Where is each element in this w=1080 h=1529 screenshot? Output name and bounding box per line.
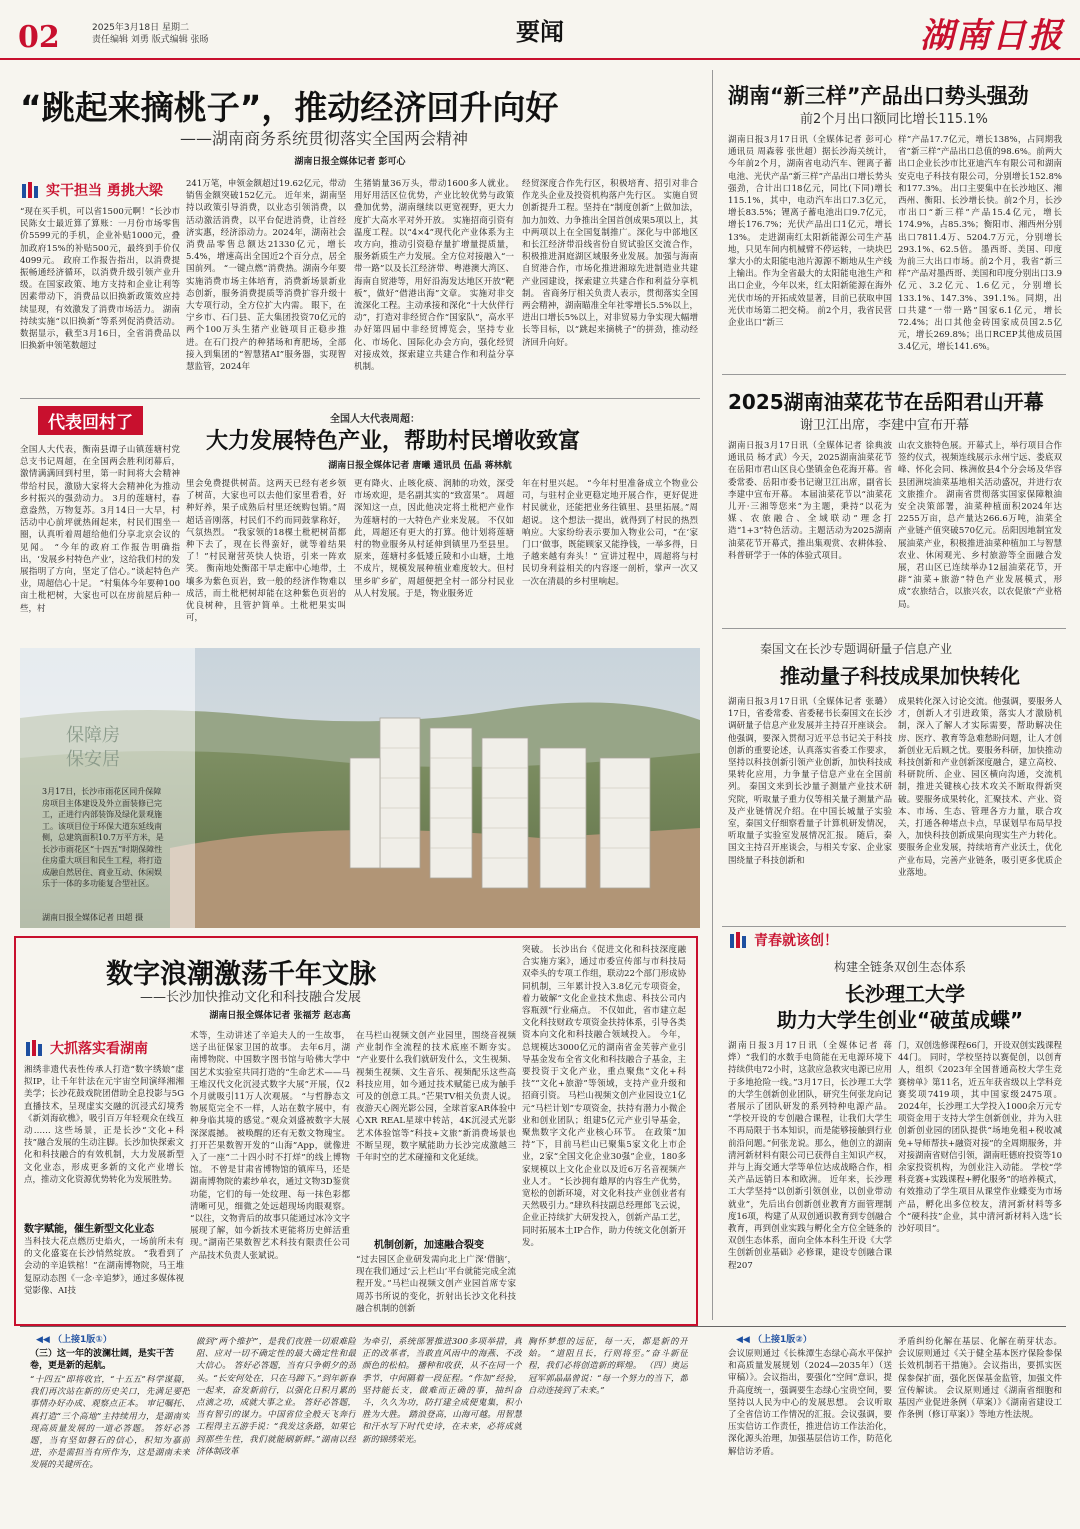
rapeseed-body-col1: 湖南日报3月17日讯（全媒体记者 徐典波 通讯员 杨才武）今天，2025湖南油菜花节在岳阳市君山区良心堡镇金色花海开幕。省委常委、岳阳市委书记谢卫江出席，副省长李建中宣布开幕。 本届油菜花节以“油菜花儿开·三湘等您来”为主题，秉持“以花为媒、农旅融合、全域联动”理念打造“1+3”特色活动。主题活动为2025湖南油菜花节开幕式，推出集观赏、农耕体验、科普研学于一体的体验式项目。: [728, 441, 892, 561]
bottom-left-body-col4: 胸怀梦想的远征，每一天，都是新的开始。 “道阻且长，行则将至。”奋斗新征程，我们必将创造新的辉煌。 （四）奥运冠军郭晶晶曾说：“每一个努力的当下，都自动连接到了未来。”: [528, 1337, 688, 1396]
youth-kicker: 构建全链条双创生态体系: [833, 960, 966, 974]
digital-body-col1: 湘绣非遗代表性传承人打造“数字绣娘”虚拟IP，让千年针法在元宇宙空间演绎湘湘美学；长沙花鼓戏院团借助全息投影与5G直播技术，呈现虚实交融的沉浸式幻境秀《新刘海砍樵》，吸引百万年轻观众在线互动…… 这些场景，正是长沙“文化+科技”融合发展的生动注脚。长沙加快探索文化和科技融合的有效机制，大力发展新型文化业态，形成更多新的文化产业增长点，推动文化资源优势转化为发展胜势。: [24, 1065, 184, 1185]
quantum-body-col1: 湖南日报3月17日讯（全媒体记者 张璐）17日，省委常委、省委秘书长秦国文在长沙调研量子信息产业发展并主持召开座谈会。他强调，要深入贯彻习近平总书记关于科技创新的重要论述，认真落实省委工作要求，坚持以科技创新引领产业创新，加快科技成果转化应用，力争量子信息产业在全国前列。 秦国文来到长沙量子测量产业技术研究院，听取量子重力仪等相关量子测量产品及产业链情况介绍。在中国长城量子实验室，秦国文仔细察看量子计算机研发情况，听取量子实验室发展情况汇报。 随后，秦国文主持召开座谈会，与相关专家、企业家围绕量子科技创新和: [728, 697, 892, 866]
column-divider: [712, 70, 713, 1320]
photo-caption: 3月17日，长沙市雨花区同升保障房项目主体建设及外立面装修已完工，正进行内部装饰及绿化景观施工。该项目位于环保大道东延线南侧，总建筑面积10.7万平方米，是长沙市雨花区“十四五”时期保障性住房重大项目和民生工程，将打造成融自然居住、商业互动、休闲娱乐于一体的多功能复合型社区。: [42, 787, 164, 888]
digital-column-tag-label: 大抓落实看湖南: [50, 1041, 148, 1057]
photo-credit: 湖南日报全媒体记者 田超 摄: [42, 913, 144, 922]
page-number: 02: [18, 20, 60, 55]
xinsanyang-body-col1: 湖南日报3月17日讯（全媒体记者 彭可心 通讯员 周森蓉 张世超）据长沙海关统计，今年前2个月，湖南省电动汽车、锂离子蓄电池、光伏产品“新三样”产品出口增长势头强劲，合计出口18亿元，同比(下同)增长115.1%，其中，电动汽车出口7.3亿元，增长83.5%；锂离子蓄电池出口9.7亿元，增长176.7%；光伏产品出口1亿元，增长13%。 走进湖南红太阳新能源公司生产基地，只见车间内机械臂不停运转，一块块巴掌大小的太阳能电池片源源不断地从生产线上输出。作为全省最大的太阳能电池生产和出口企业，今年以来，红太阳新能源在海外光伏市场的开拓成效显著，目前已获取申国光伏市场第二把交椅。 前2个月，我省民营企业出口“新三: [728, 135, 892, 329]
village-body-col2: 里会免费提供树苗。这两天已经有老乡领了树苗，大家也可以去他们家里看看，好种好养，果子成熟后村里还统购包销。”周超话音刚落，村民们不约而同鼓掌称好，气氛热烈。 “我家领的18棵土枇杷树苗都种下去了，现在长得蛮好，就等着结果了！”村民谢营英快人快语，引来一阵欢笑。 衡南地处衡邵干旱走廊中心地带，土壤多为紫色页岩，致一般的经济作物难以成活，而土枇杷树却能在这种紫色页岩的优良树种，且管护简单。土枇杷果实叫可，: [186, 479, 346, 624]
bottom-right-body-col2: 矛盾纠纷化解在基层、化解在萌芽状态。 会议原则通过《关于健全基本医疗保险参保长效机制若干措施》。会议指出，要抓实医保参保扩面，强化医保基金监管，加强文件宣传解读。 会议原则通过《湖南省细胞和基因产业促进条例（草案）》《湖南省建设工作条例（修订草案）》等地方性法规。: [898, 1337, 1062, 1421]
lead-subheadline: ——湖南商务系统贯彻落实全国两会精神: [180, 129, 469, 148]
bottom-divider: [20, 1326, 1066, 1327]
lead-body-col4: 经贸深度合作先行区，积极培育、招引对非合作龙头企业及投资机构落户先行区。 实施自贸创新提升工程。坚持在“制度创新”上做加法，加力加效、力争推出全国首创成果5项以上，其中两项以上在全国复制推广。深化与中部地区和长江经济带沿线省份自贸试验区交流合作，积极推进洞庭湖区域服务业发展。加强与海南自贸港合作，市场化推进湘琼先进制造业共建产业园建设，探索建立共建合作和利益分享机制。 省商务厅相关负责人表示，贯彻落实全国两会精神，湖南瞄准全年社零增长5.5%以上，进出口增长5%以上，对非贸易力争实现大幅增长等目标，以“跳起来摘桃子”的拼劲，推动经济回升向好。: [522, 179, 698, 348]
newspaper-logo: 湖南日报: [920, 16, 1064, 56]
photo-overlay-line1: 保障房: [66, 725, 120, 746]
lead-body-col2: 241万笔，申领金额超过19.62亿元，带动销售金额突破152亿元。 近年来，湖南坚持以政策引导消费，以业态引领消费，以活动激活消费，以平台促进消费，让首经济实惠，经济添动力。2024年，湖南社会消费品零售总额达21330亿元，增长5.4%，增速高出全国近2个百分点，居全国前列。 “一键点燃”消费热。湖南今年要实施消费市场主体培育，消费新场景新业态创新，服务消费提质等消费扩容升级十大专项行动，全方位扩大内需。 眼下，在宁乡市、石门县、芷大集团投资70亿元的两个100万头生猪产业链项目正稳步推进。在石门投产的种猪场和育肥场，全部接入到集团的“智慧猪AI”服务器，实现智慧监管，2024年: [186, 179, 346, 373]
bottom-left-heading: （三）这一年的波澜壮阔，是实干苦卷，更是新的起航。: [30, 1349, 175, 1371]
village-headline: 大力发展特色产业，帮助村民增收致富: [206, 429, 581, 454]
bottom-left-continuation-tag: [36, 1332, 112, 1345]
digital-subheadline: ——长沙加快推动文化和科技融合发展: [140, 990, 362, 1005]
lead-headline: “跳起来摘桃子”，推动经济回升向好: [20, 88, 559, 127]
column-logo-icon: [728, 930, 748, 950]
photo-overlay-title: [66, 724, 120, 772]
digital-body-col1b: 当科技大花点燃历史焰火，一场前所未有的文化盛宴在长沙悄然绽放。 “我看到了会动的辛追铁棺！”在湖南博物院，马王堆复原动态图《一念·辛追梦》，通过多媒体视觉影像、AI技: [24, 1237, 184, 1296]
lead-body-col3: 生猪销量36万头，带动1600多人就业。 用好用活区位优势，产业比较优势与政策叠加优势，湖南继续以更宽视野，更大力度扩大高水平对外开放。 实施招商引资有温度工程。以“4×4”现代化产业体系为主攻方向，推动引资稳存量扩增量提质量，服务新质生产力发展。全方位对接融入“一带一路”以及长江经济带、粤港澳大湾区、海南自贸港等，用好沿海发达地区开放“靶板”，做好“借港出海”文章。 实施对非交流深化工程。主动承接和深化“十大伙伴行动”，打造对非经贸合作“国家队”，高水平办好第四届中非经贸博览会，坚持专业化、市场化、国际化办会方向，强化经贸对接成效，探索建立共建合作和利益分享机制。: [354, 179, 514, 373]
editors-credit: 责任编辑 刘勇 版式编辑 张旸: [92, 35, 209, 45]
rapeseed-subheadline: 谢卫江出席，李建中宣布开幕: [800, 418, 970, 433]
rapeseed-body-col2: 山农文旅特色展。开幕式上，举行项目合作签约仪式，视频连线展示永州宁远、娄底双峰、怀化会同、株洲攸县4个分会场及华容县团洲垸油菜基地相关活动盛况，并进行农文旅推介。 湖南省贯彻落实国家保障粮油安全决策部署，油菜种植面积2024年达2255万亩，总产量达266.6万吨，油菜全产业链产值突破570亿元。岳阳因地制宜发展油菜产业，积极推进油菜种植加工与智慧农业、休闲观光、乡村旅游等全面融合发展，君山区已连续举办12届油菜花节，开辟“油菜+旅游”特色产业发展模式，形成“农旅结合，以旅兴农，以农促旅”产业格局。: [898, 441, 1062, 610]
quantum-kicker: 秦国文在长沙专题调研量子信息产业: [760, 642, 953, 656]
bottom-left-body-col2: 做到“两个维护”，是我们夜胜一切艰难险阻、应对一切不确定性的最大确定性和最大信心。 答好必答题，当有只争朝夕的劲头。“长安何处在，只在马蹄下。”到年新春一起来，奋发新前行，以强化日积月累的点滴之功，成就大事之业。 答好必答题，当有智引的谋力。中国省位全般天飞奔行工程得主五游手说：“我发这条路，如果它到那些生性，我们就能刷新鲜。”湖南以经济体制改革: [196, 1337, 356, 1457]
digital-byline: 湖南日报全媒体记者 张福芳 赵志高: [209, 1011, 351, 1021]
bottom-right-continuation-label: （上接1版②）: [752, 1335, 812, 1345]
bottom-right-body-col1: 会议原则通过《长株潭生态绿心高水平保护和高质量发展规划（2024—2035年）（送审稿）》。会议指出，要强化“空间”意识，提升高度统一，强调要生态绿心宝贵空间，要坚持以人民为中心的发展思想。 会议听取了全省信访工作情况的汇报。会议强调，要压实信访工作责任，推进信访工作法治化，深化源头治理，加强基层信访工作，防范化解信访矛盾。: [728, 1349, 892, 1457]
xinsanyang-subheadline: 前2个月出口额同比增长115.1%: [800, 112, 988, 127]
quantum-body-col2: 成果转化深入讨论交流。他强调，要服务人才，创新人才引进政策，落实人才激励机制，深入了解人才实际需要，帮助解决住房、医疗、教育等急难愁盼问题，让人才创新创业无后顾之忧。要服务科研，加快推动科技创新和产业创新深度融合，建立高校、科研院所、企业、园区横向沟通，交流机制，推进关键核心技术攻关不断取得新突破。要服务成果转化，汇聚技术、产业、资本、市场、生态、管理各方力量，联合攻关，打通各种堵点卡点，早谋划早布局早投入，加快科技创新成果向现实生产力转化。要服务企业发展，持续培育产业沃土，优化产业布局，完善产业链条，吸引更多优质企业落地。: [898, 697, 1062, 878]
digital-body-col3: 在马栏山视频文创产业园里，围绕音视频产业制作全流程的技术底座不断夯实。 “产业要什么我们就研发什么，文生视频、视频生视频、文生音乐、视频配乐这些高科技应用，如今通过技术赋能已成为触手可及的创意工具。”芒果TV相关负责人说。 夜游天心阁光影公园，全球首家AR体验中心XR REAL星球中转站，4K沉浸式光影艺术体验馆等“科技+文旅”新消费场景也不断呈现，数字赋能助力长沙完成激越三千年时空的艺术碰撞和文化延续。: [356, 1031, 516, 1164]
rapeseed-headline: 2025湖南油菜花节在岳阳君山开幕: [728, 390, 1044, 414]
digital-body-col4: 突破。 长沙出台《促进文化和科技深度融合实施方案》，通过市委宣传部与市科技局双牵头的专项工作组，联动22个部门形成协同机制，三年累计投入3.8亿元专项资金，着力破解“文化企业技术焦虑、科技公司内容瓶颈”行业痛点。 不仅如此，省市建立起文化科技财政专项资金扶持体系，引导各类资本向文化和科技融合领域投入。 今年，总规模达3000亿元的湖南省金芙蓉产业引导基金发布全省文化和科技融合子基金，主要投资于文化产业，重点聚焦“文化+科技”“文化+旅游”等领域，支持产业升级和招商引资。 马栏山视频文创产业园设立1亿元“马栏计划”专项资金，扶持有潜力小微企业和创业团队；组建5亿元产业引导基金，聚焦数字文化产业核心环节。 在政策“加持”下，目前马栏山已聚集5家文化上市企业，2家“全国文化企业30强”企业，180多家规模以上文化企业以及近6万名音视频产业人才。 “长沙拥有雄厚的内容生产优势，宽松的创新环境，对文化科技产业创业者有天然吸引力。”肆玖科技副总经理郎飞云说，企业正持续扩大研发投入，创新产品工艺，同时拓展本土IP合作，助力传统文化创新开发。: [522, 945, 686, 1248]
story-divider: [20, 398, 700, 399]
triangle-arrow-icon: ◀◀: [36, 1335, 50, 1345]
xinsanyang-headline: 湖南“新三样”产品出口势头强劲: [728, 84, 1029, 108]
lead-byline: 湖南日报全媒体记者 彭可心: [294, 157, 406, 167]
bottom-right-continuation-tag: [736, 1332, 812, 1345]
village-body-col1: 全国人大代表，衡南县谭子山镇莲塘村党总支书记周超，在全国两会胜利闭幕后，激情满满回到村里，第一时间将大会精神带给村民，激励大家将大会精神化为推动乡村振兴的强劲动力。 3月的莲塘村，春意盎然，万物复苏。3月14日一大早，村活动中心前坪就热闹起来，村民们围坐一圈，认真听着周超给他们分享北京会议的见闻。 “今年的政府工作报告明确指出，‘发展乡村特色产业’，这给我们村的发展指明了方向，坚定了信心。”谈起特色产业，周超信心十足。 “村集体今年要种100亩土枇杷树，大家也可以在房前屋后种一些，村: [20, 445, 180, 614]
photo-overlay-line2: 保安居: [66, 749, 120, 770]
story-divider: [722, 374, 1066, 375]
lead-body-col1: “现在买手机，可以省1500元啊！”长沙市民陈女士最近算了算账：一月份市场零售价5599元的手机，企业补贴1000元，叠加政府15%的补贴500元，最终到手价仅4099元。 政府工作报告指出，以消费提振畅通经济循环，以消费升级引领产业升级。在国家政策、地方支持和企业让利等因素带动下，消费品以旧换新政策效应持续显现，有效激发了消费市场活力。 湖南持续实施“以旧换新”等系列促消费活动。数据显示，截至3月16日，全省消费品以旧换新申领笔数超过: [20, 207, 180, 352]
column-logo-icon: [24, 1038, 44, 1058]
section-title: 要闻: [516, 18, 564, 46]
youth-column-tag-label: 青春就该创！: [754, 933, 838, 949]
digital-section-heading1: 数字赋能，催生新型文化业态: [24, 1224, 154, 1235]
digital-headline: 数字浪潮激荡千年文脉: [106, 959, 376, 990]
youth-body-col1: 湖南日报3月17日讯（全媒体记者 蒋烨）“我们的水数手电筒能在无电源环境下持续供电72小时，这款应急救灾电源已应用于多地抢险一线。”3月17日，长沙理工大学的大学生创新创业团队，研究生何张龙向记者展示了团队研发的系列特种电源产品。 “学校开设的专创融合课程，让我们大学生不再局限于书本知识，而是能够接触到行业前沿问题。”何张龙说。那么，他创立的湖南清河新材料有限公司已获得自主知识产权，并与上海交通大学等单位达成战略合作，相关产品远销日本和欧洲。 近年来，长沙理工大学坚持“以创新引领创业，以创业带动就业”，先后出台创新创业教育方面管理制度16项，构建了从双创通识教育到专创融合教育，再到创业实践与孵化全方位全链条的双创生态体系，面向全体本科生开设《大学生创新创业基础》必修课，建设专创融合课程207: [728, 1041, 892, 1271]
column-logo-icon: [20, 180, 40, 200]
village-body-col4: 年在村里兴起。 “今年村里准备成立个物业公司，与驻村企业更稳定地开展合作，更好促进村民就业，还能把业务往镇里、县里拓展。”周超说。 这个想法一提出，就得到了村民的热烈响应。大家纷纷表示要加入物业公司，“在‘家门口’做事，既能顾家又能挣钱，一举多得，日子越来越有奔头！” 宣讲过程中，周超将与村民切身利益相关的内容逐一剖析，掌声一次又一次在清晨的乡村里响起。: [522, 479, 698, 587]
village-body-col3: 更有降火、止咳化痰、润肺的功效，深受市场欢迎，是名副其实的“致富果”。 周超深知这一点，因此他决定将土枇杷产业作为莲塘村的一大特色产业来发展。 不仅如此，周超还有更大的打算。他计划将莲塘村的物业服务从村延伸到镇里乃至县里。 原来，莲塘村多低矮丘陵和小山塘，土地不成片，规模发展种植业难度较大。但村里乡旷乡矿，周超便把全村一部分村民业从人村发展。于是，物业服务近: [354, 479, 514, 599]
digital-column-tag: [24, 1038, 148, 1058]
lead-column-tag: [20, 180, 163, 200]
story-divider: [722, 628, 1066, 629]
triangle-arrow-icon: ◀◀: [736, 1335, 750, 1345]
village-byline: 湖南日报全媒体记者 唐曦 通讯员 伍晶 蒋林航: [328, 461, 512, 471]
quantum-headline: 推动量子科技成果加快转化: [780, 664, 1020, 688]
youth-column-tag: [728, 930, 838, 950]
issue-date: 2025年3月18日 星期二: [92, 23, 189, 33]
bottom-left-body-col1: “十四五”即将收官，“十五五”科学谋篇，我们再次站在新的历史关口，先满足要把事情办好办成、观察点正本。 审记嘱托、真打造“三个高地”主持续用力，是湖南实现高质量发展的一道必答题。 答好必答题，当有坚如磐石的信心，积知为嘉前进，亦是需担当有所作为，这是湖南未来发展的关键所在。: [30, 1375, 190, 1471]
bottom-left-body-col3: 为牵引，系统部署推进300多项举措，真正的改革者，当敢直风雨中的海燕、不改颜色的松柏。 播种和收获，从不在同一个季节，中间隔着一段征程。“作加”经验，坚持能长支，做难而正确的事，抽纠奋斗，久久为功，防打建全成便鬼集，积小胜为大胜。 踏浪登高，山海可越。用智慧和汗水写下时代史诗，在未来，必将成就新的锦绣荣光。: [362, 1337, 522, 1445]
digital-body-col2: 术等，生动讲述了辛追夫人的一生故事，送子出征保家卫国的故事。 去年6月，湖南博物院、中国数字图书馆与哈佛大学中国艺术实验室共同打造的“生命艺术——马王堆汉代文化沉浸式数字大展”开展，仅2个月就吸引11万人次观展。 “与哲静态文物展览完全不一样，人站在数字展中，有种身临其境的感觉。”观众刘盛被数字大展深深震撼。 被唤醒的还有无数文物瑰宝。打开芒果数智开发的“山海”App，就像进入了一座“二十四小时不打烊”的线上博物馆。 不曾是甘肃省博物馆的镇库马，还是湖南博物院的素纱单衣，通过文物3D鉴赏功能，它们的每一处纹理、每一抹色彩都清晰可见，细微之处远超现场肉眼观察。 “以往，文物背后的故事只能通过冰冷文字展现了解，如今新技术更能将历史鲜活重现。”湖南芒果数智艺术科技有限责任公司产品技术负责人张斌说。: [190, 1031, 350, 1261]
lead-column-tag-label: 实干担当 勇挑大梁: [46, 183, 163, 199]
xinsanyang-body-col2: 样”产品17.7亿元，增长138%，占同期我省“新三样”产品出口总值的98.6%。前两大出口企业长沙市比亚迪汽车有限公司和湖南安克电子科技有限公司，分别增长152.8%和177.3%。 出口主要集中在长沙地区、湘西州、衡阳、长沙增长快。前2个月，长沙市出口“新三样”产品15.4亿元，增长174.9%，占85.3%；衡阳市、湘西州分别出口7811.4万、5204.7万元，分别增长293.1%、62.5倍。 墨西哥、美国、印度为前三大出口市场。前2个月，我省“新三样”产品对墨西哥、美国和印度分别出口3.9亿元、3.2亿元、1.6亿元，分别增长133.1%、147.3%、391.1%。同期，出口共建“一带一路”国家6.1亿元，增长72.4%；出口其他金砖国家成员国2.5亿元，增长269.8%；出口RCEP其他成员国3.4亿元，增长141.6%。: [898, 135, 1062, 353]
story-divider: [722, 926, 1066, 927]
digital-section-heading2: 机制创新，加速融合裂变: [374, 1240, 484, 1251]
youth-headline: 长沙理工大学: [845, 982, 965, 1006]
youth-headline-line2: 助力大学生创业“破茧成蝶”: [776, 1008, 1024, 1032]
bottom-left-continuation-label: （上接1版①）: [52, 1335, 112, 1345]
dateline: [92, 22, 209, 46]
digital-body-col3b: “过去园区企业研发需向北上广深‘借脑’，现在我们通过‘云上栏山’平台就能完成全流程开发。”马栏山视频文创产业园首席专家周苏书所说的变化，折射出长沙文化科技融合机制的创新: [356, 1255, 516, 1314]
youth-body-col2: 门，双创选修课程66门，开设双创实践课程44门。 同时，学校坚持以赛促创，以创育人，组织《2023年全国普通高校大学生竞赛榜单》第11名，近五年获省级以上学科竞赛奖项7419项，其中国家级2475项。 2024年，长沙理工大学投入1000余万元专项资金用于支持大学生创新创业，并为入驻创新创业园的团队提供“场地免租+税收减免+导师帮扶+融资对接”的全周期服务，并对接湖南省财信引领，湖南旺德府投资等10余家投资机构，为创业注入动能。 学校“学科竞赛+实践课程+孵化服务”的培养模式，有效推动了学生项目从课堂作业蝶变为市场产品，孵化出多位校友，清河新材料等多个“硬科技”企业，其中清河新材料入选“长沙好项目”。: [898, 1041, 1062, 1235]
village-column-tag: 代表回村了: [38, 406, 143, 435]
village-kicker: 全国人大代表周超：: [330, 414, 420, 425]
